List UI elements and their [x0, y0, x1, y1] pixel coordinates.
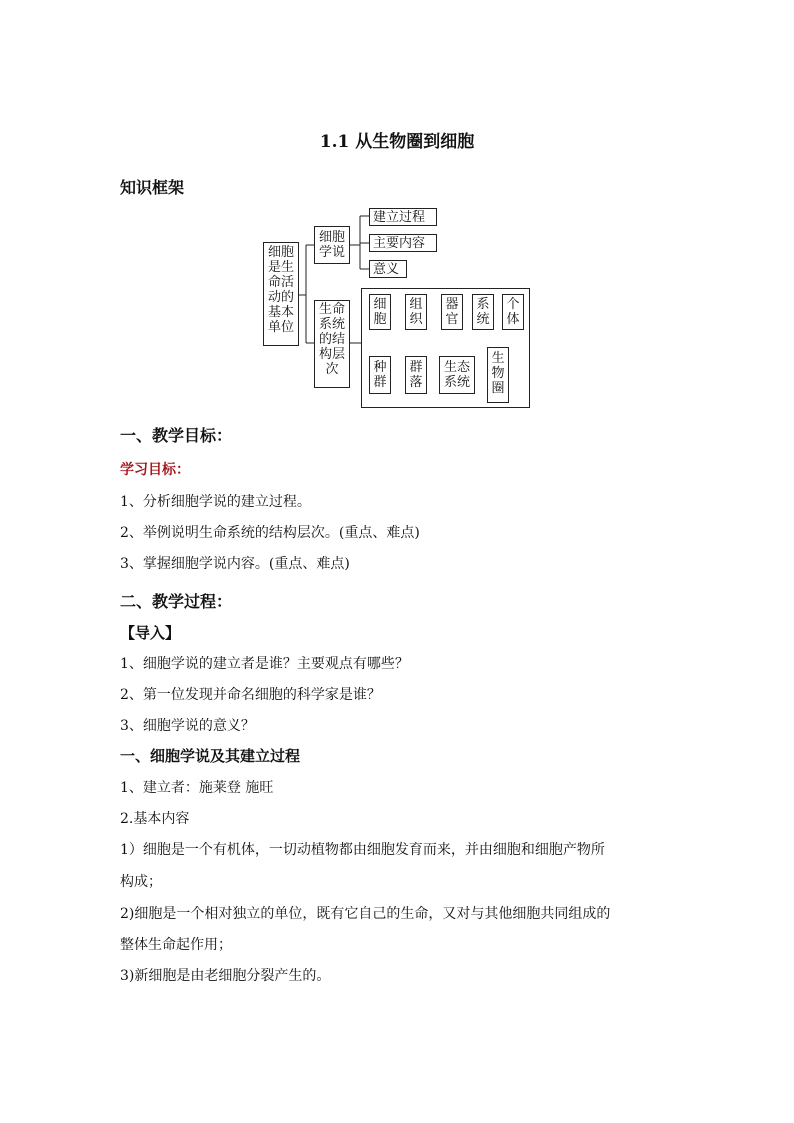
- content-line: 2)细胞是一个相对独立的单位，既有它自己的生命，又对与其他细胞共同组成的: [120, 906, 611, 922]
- content-line: 1）细胞是一个有机体，一切动植物都由细胞发育而来，并由细胞和细胞产物所: [120, 842, 605, 858]
- founders-line: 1、建立者：施莱登 施旺: [120, 780, 274, 796]
- framework-heading: 知识框架: [120, 178, 185, 197]
- goal-item: 2、举例说明生命系统的结构层次。(重点、难点): [120, 525, 420, 541]
- part1-heading: 一、细胞学说及其建立过程: [120, 747, 301, 765]
- question-item: 2、第一位发现并命名细胞的科学家是谁？: [120, 687, 381, 703]
- learning-goals-label: 学习目标：: [120, 462, 190, 478]
- content-line: 3)新细胞是由老细胞分裂产生的。: [120, 968, 331, 984]
- section1-heading: 一、教学目标：: [120, 426, 233, 445]
- page-title: 1.1 从生物圈到细胞: [319, 132, 475, 152]
- level-tissue: 组织: [405, 294, 427, 330]
- intro-label: 【导入】: [120, 624, 181, 642]
- diagram-item-establishment: 建立过程: [369, 208, 437, 226]
- level-community: 群落: [405, 356, 427, 394]
- content-line: 整体生命起作用；: [120, 937, 232, 953]
- diagram-root-box: 细胞是生命活动的基本单位: [263, 242, 299, 346]
- diagram-cell-theory-box: 细胞学说: [314, 226, 350, 264]
- question-item: 3、细胞学说的意义？: [120, 718, 255, 734]
- level-system: 系统: [472, 294, 494, 330]
- level-ecosystem: 生态系统: [439, 356, 475, 394]
- content-line: 构成；: [120, 874, 162, 890]
- goal-item: 1、分析细胞学说的建立过程。: [120, 494, 311, 510]
- level-cell: 细胞: [369, 294, 391, 330]
- level-organ: 器官: [441, 294, 463, 330]
- level-population: 种群: [369, 356, 391, 394]
- section2-heading: 二、教学过程：: [120, 592, 233, 611]
- diagram-item-main-content: 主要内容: [369, 234, 437, 252]
- basic-content-label: 2.基本内容: [120, 811, 190, 827]
- goal-item: 3、掌握细胞学说内容。(重点、难点): [120, 556, 350, 572]
- diagram-system-levels-box: 生命系统的结构层次: [314, 300, 350, 388]
- level-individual: 个体: [502, 294, 524, 330]
- level-biosphere: 生物圈: [487, 347, 509, 403]
- diagram-item-significance: 意义: [369, 260, 407, 278]
- question-item: 1、细胞学说的建立者是谁？主要观点有哪些？: [120, 656, 409, 672]
